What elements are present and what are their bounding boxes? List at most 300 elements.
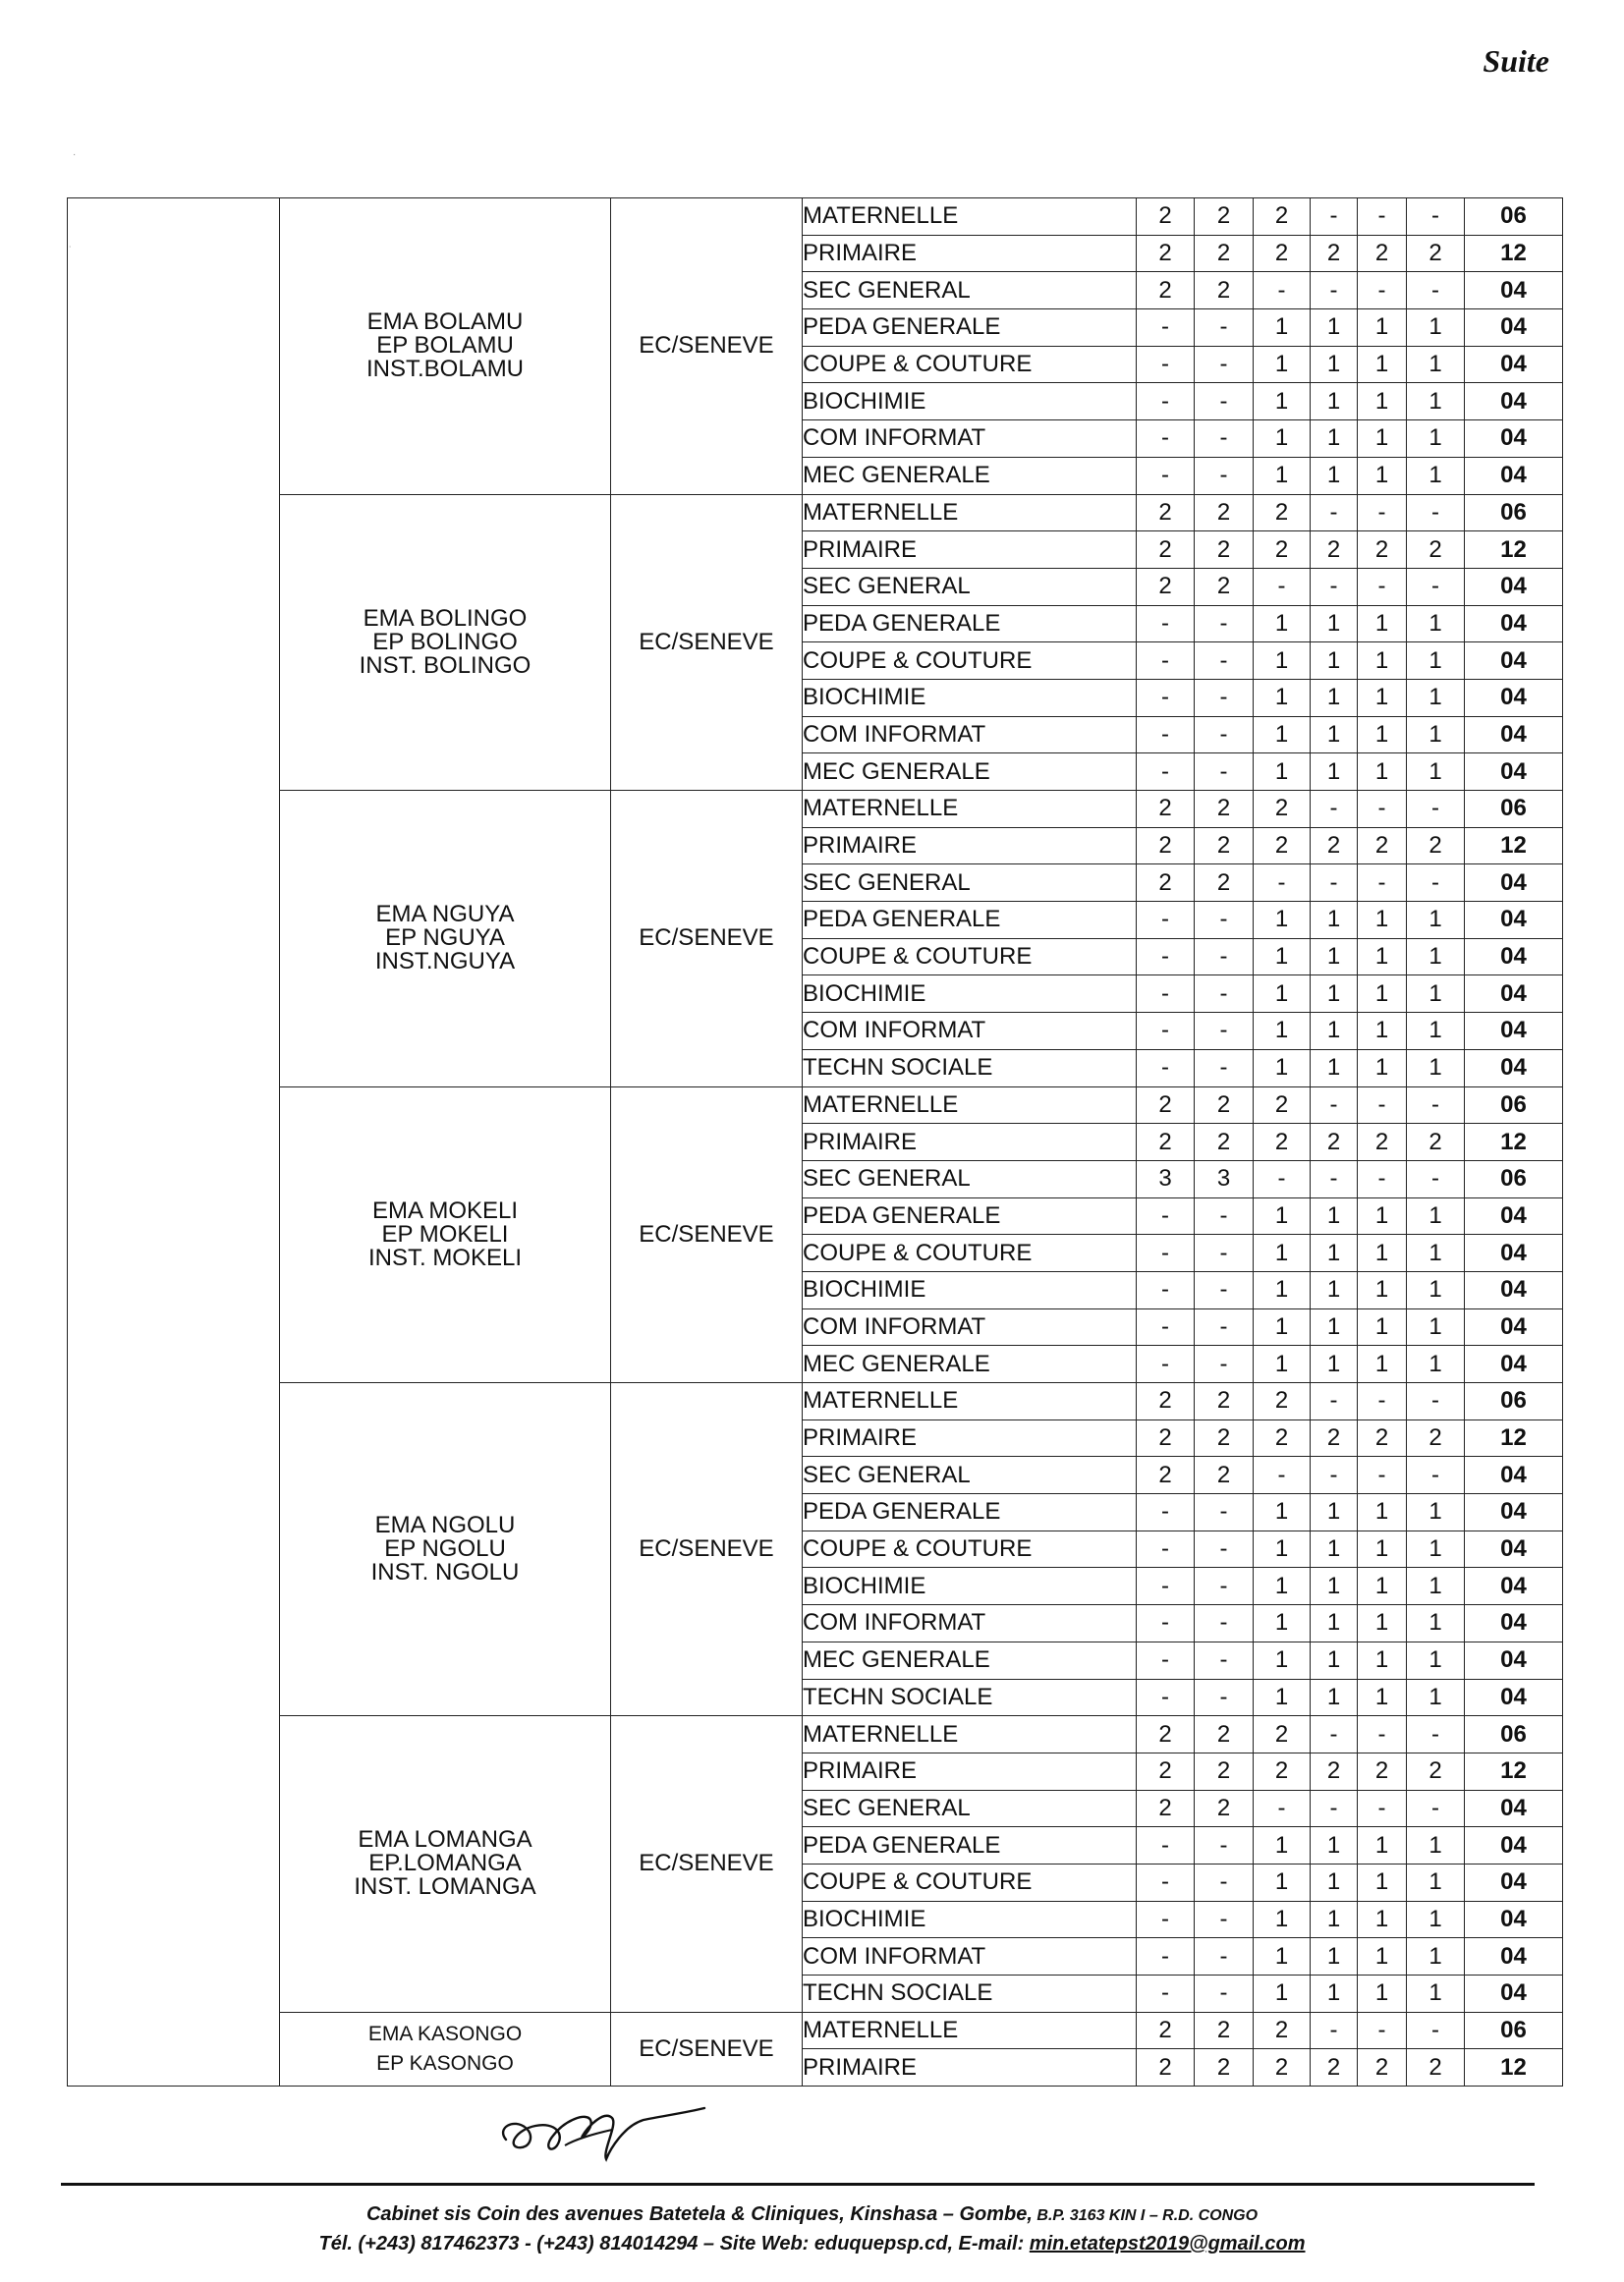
class-count-cell: 1 [1407,902,1465,939]
class-count-cell: 2 [1311,1419,1358,1457]
class-count-cell: 2 [1358,1753,1407,1790]
option-cell: MATERNELLE [803,2012,1137,2049]
class-count-cell: 1 [1358,679,1407,716]
class-count-cell: 1 [1254,679,1311,716]
total-cell: 04 [1465,1308,1563,1346]
class-count-cell: - [1195,1901,1254,1938]
class-count-cell: - [1137,902,1195,939]
total-cell: 06 [1465,1160,1563,1197]
option-cell: PRIMAIRE [803,1419,1137,1457]
class-count-cell: 1 [1311,1976,1358,2013]
class-count-cell: 1 [1254,420,1311,458]
class-count-cell: 1 [1311,1235,1358,1272]
total-cell: 04 [1465,1642,1563,1679]
total-cell: 04 [1465,272,1563,309]
class-count-cell: 1 [1358,1642,1407,1679]
class-count-cell: 1 [1358,1827,1407,1865]
school-name-line: EP.LOMANGA [368,1850,522,1877]
class-count-cell: 1 [1358,975,1407,1013]
class-count-cell: - [1254,1457,1311,1494]
class-count-cell: 2 [1195,1086,1254,1124]
convention-cell: EC/SENEVE [611,2012,803,2086]
class-count-cell: - [1358,2012,1407,2049]
total-cell: 04 [1465,938,1563,975]
option-cell: SEC GENERAL [803,864,1137,902]
class-count-cell: - [1137,457,1195,494]
option-cell: COUPE & COUTURE [803,1864,1137,1901]
class-count-cell: 1 [1311,309,1358,347]
class-count-cell: 2 [1137,1457,1195,1494]
class-count-cell: 1 [1311,938,1358,975]
class-count-cell: 2 [1407,1419,1465,1457]
class-count-cell: 1 [1254,938,1311,975]
school-name-line: EMA BOLINGO [363,604,528,632]
table-body [68,198,1563,2087]
class-count-cell: - [1137,309,1195,347]
class-count-cell: 1 [1358,1308,1407,1346]
class-count-cell: 2 [1195,1383,1254,1420]
class-count-cell: - [1195,1197,1254,1235]
total-cell: 12 [1465,531,1563,569]
class-count-cell: 2 [1358,827,1407,864]
class-count-cell: - [1195,1976,1254,2013]
class-count-cell: 1 [1407,1049,1465,1086]
class-count-cell: 2 [1195,272,1254,309]
class-count-cell: 1 [1407,309,1465,347]
class-count-cell: - [1407,791,1465,828]
class-count-cell: 1 [1311,679,1358,716]
option-cell: COM INFORMAT [803,1013,1137,1050]
class-count-cell: 2 [1254,1716,1311,1753]
total-cell: 06 [1465,494,1563,531]
school-name-line: EMA NGOLU [374,1512,516,1539]
class-count-cell: 2 [1137,864,1195,902]
total-cell: 04 [1465,420,1563,458]
class-count-cell: 2 [1311,1124,1358,1161]
class-count-cell: 1 [1358,1864,1407,1901]
class-count-cell: 1 [1254,1642,1311,1679]
class-count-cell: - [1407,1790,1465,1827]
class-count-cell: 2 [1254,531,1311,569]
class-count-cell: 2 [1358,235,1407,272]
option-cell: BIOCHIMIE [803,1901,1137,1938]
class-count-cell: 1 [1407,420,1465,458]
class-count-cell: - [1195,642,1254,680]
school-name-line: EMA BOLAMU [366,308,524,336]
class-count-cell: - [1195,1308,1254,1346]
class-count-cell: 1 [1254,716,1311,753]
class-count-cell: - [1195,1679,1254,1716]
option-cell: PEDA GENERALE [803,605,1137,642]
class-count-cell: - [1358,1716,1407,1753]
option-cell: SEC GENERAL [803,1160,1137,1197]
school-name-cell [280,1383,611,1716]
class-count-cell: - [1311,198,1358,236]
total-cell: 04 [1465,1827,1563,1865]
option-cell: BIOCHIMIE [803,679,1137,716]
class-count-cell: - [1195,1938,1254,1976]
class-count-cell: 2 [1358,1419,1407,1457]
class-count-cell: - [1358,1160,1407,1197]
school-name-line: INST.NGUYA [374,948,516,975]
class-count-cell: 1 [1311,902,1358,939]
class-count-cell: - [1254,864,1311,902]
class-count-cell: 2 [1137,1086,1195,1124]
option-cell: PEDA GENERALE [803,902,1137,939]
class-count-cell: 1 [1358,383,1407,420]
total-cell: 04 [1465,1271,1563,1308]
class-count-cell: 1 [1311,1901,1358,1938]
option-cell: MEC GENERALE [803,753,1137,791]
class-count-cell: - [1358,1086,1407,1124]
class-count-cell: - [1195,679,1254,716]
class-count-cell: 2 [1137,791,1195,828]
class-count-cell: - [1407,2012,1465,2049]
school-name-line: INST. NGOLU [370,1559,520,1586]
class-count-cell: - [1358,1383,1407,1420]
class-count-cell: - [1195,1827,1254,1865]
class-count-cell: - [1407,494,1465,531]
class-count-cell: 2 [1195,1716,1254,1753]
class-count-cell: 1 [1254,975,1311,1013]
class-count-cell: 1 [1311,1605,1358,1642]
class-count-cell: 2 [1195,1419,1254,1457]
class-count-cell: - [1137,938,1195,975]
class-count-cell: 1 [1358,1901,1407,1938]
class-count-cell: - [1311,1790,1358,1827]
total-cell: 04 [1465,1235,1563,1272]
class-count-cell: 1 [1358,753,1407,791]
class-count-cell: - [1311,2012,1358,2049]
option-cell: MATERNELLE [803,791,1137,828]
class-count-cell: 1 [1358,938,1407,975]
class-count-cell: - [1137,1013,1195,1050]
convention-cell: EC/SENEVE [611,198,803,495]
total-cell: 04 [1465,1531,1563,1568]
school-name-cell [280,2012,611,2086]
total-cell: 04 [1465,679,1563,716]
class-count-cell: 1 [1311,1531,1358,1568]
school-name-line: INST.BOLAMU [365,356,525,383]
class-count-cell: 1 [1254,1049,1311,1086]
school-name-cell [280,1086,611,1383]
class-count-cell: 1 [1254,753,1311,791]
footer-address: Cabinet sis Coin des avenues Batetela & Cliniques, Kinshasa – Gombe, [365,2203,1033,2225]
total-cell: 04 [1465,1346,1563,1383]
class-count-cell: 1 [1254,1976,1311,2013]
class-count-cell: 2 [1195,1790,1254,1827]
class-count-cell: - [1311,1716,1358,1753]
class-count-cell: - [1407,198,1465,236]
class-count-cell: - [1137,679,1195,716]
total-cell: 04 [1465,716,1563,753]
class-count-cell: - [1358,1457,1407,1494]
class-count-cell: 1 [1254,1494,1311,1531]
class-count-cell: 1 [1311,1938,1358,1976]
class-count-cell: - [1407,1716,1465,1753]
class-count-cell: 1 [1407,1679,1465,1716]
class-count-cell: 1 [1254,642,1311,680]
total-cell: 04 [1465,975,1563,1013]
class-count-cell: 1 [1407,457,1465,494]
class-count-cell: - [1195,1271,1254,1308]
total-cell: 04 [1465,1457,1563,1494]
option-cell: BIOCHIMIE [803,383,1137,420]
footer [0,2200,1624,2257]
class-count-cell: - [1358,272,1407,309]
class-count-cell: 1 [1407,753,1465,791]
class-count-cell: 1 [1311,1827,1358,1865]
class-count-cell: - [1195,1568,1254,1605]
class-count-cell: 2 [1407,2049,1465,2087]
class-count-cell: 2 [1137,1383,1195,1420]
class-count-cell: - [1407,1383,1465,1420]
option-cell: PRIMAIRE [803,1124,1137,1161]
school-name-line: EP NGUYA [385,924,505,952]
class-count-cell: 2 [1254,1419,1311,1457]
class-count-cell: - [1407,1086,1465,1124]
class-count-cell: - [1195,753,1254,791]
class-count-cell: - [1407,864,1465,902]
class-count-cell: - [1195,346,1254,383]
class-count-cell: 1 [1407,1197,1465,1235]
class-count-cell: - [1407,1457,1465,1494]
class-count-cell: 2 [1195,1753,1254,1790]
class-count-cell: 1 [1358,1235,1407,1272]
option-cell: MATERNELLE [803,1716,1137,1753]
school-name-line: INST. LOMANGA [354,1873,536,1901]
option-cell: COUPE & COUTURE [803,938,1137,975]
class-count-cell: - [1137,642,1195,680]
class-count-cell: 1 [1311,1197,1358,1235]
class-count-cell: 1 [1311,1308,1358,1346]
class-count-cell: - [1254,272,1311,309]
class-count-cell: 1 [1311,753,1358,791]
option-cell: PRIMAIRE [803,531,1137,569]
class-count-cell: - [1195,309,1254,347]
footer-address-line [0,2200,1624,2230]
total-cell: 06 [1465,1086,1563,1124]
class-count-cell: 1 [1407,346,1465,383]
class-count-cell: 2 [1137,1419,1195,1457]
class-count-cell: 1 [1254,1271,1311,1308]
class-count-cell: 1 [1254,1531,1311,1568]
total-cell: 04 [1465,1494,1563,1531]
total-cell: 04 [1465,753,1563,791]
class-count-cell: - [1137,975,1195,1013]
class-count-cell: - [1137,383,1195,420]
class-count-cell: 2 [1137,494,1195,531]
option-cell: MATERNELLE [803,1086,1137,1124]
class-count-cell: 2 [1195,235,1254,272]
school-name-line: EP MOKELI [381,1220,509,1248]
class-count-cell: 2 [1254,791,1311,828]
class-count-cell: - [1311,272,1358,309]
total-cell: 04 [1465,605,1563,642]
class-count-cell: 1 [1311,1568,1358,1605]
class-count-cell: - [1137,1864,1195,1901]
class-count-cell: - [1137,605,1195,642]
class-count-cell: 1 [1254,1197,1311,1235]
footer-email-link[interactable]: min.etatepst2019@gmail.com [1029,2233,1306,2254]
class-count-cell: 2 [1254,827,1311,864]
class-count-cell: 1 [1254,383,1311,420]
total-cell: 06 [1465,791,1563,828]
class-count-cell: 1 [1407,975,1465,1013]
class-count-cell: 1 [1358,902,1407,939]
class-count-cell: 2 [1254,1124,1311,1161]
class-count-cell: 2 [1254,2049,1311,2087]
class-count-cell: 1 [1311,1013,1358,1050]
total-cell: 12 [1465,1419,1563,1457]
total-cell: 04 [1465,1568,1563,1605]
class-count-cell: - [1137,1346,1195,1383]
class-count-cell: 2 [1137,1790,1195,1827]
option-cell: SEC GENERAL [803,1790,1137,1827]
class-count-cell: 2 [1137,531,1195,569]
class-count-cell: 1 [1358,1976,1407,2013]
option-cell: COUPE & COUTURE [803,642,1137,680]
class-count-cell: 1 [1254,1346,1311,1383]
class-count-cell: - [1358,494,1407,531]
class-count-cell: - [1137,1568,1195,1605]
class-count-cell: 2 [1254,235,1311,272]
class-count-cell: 2 [1358,531,1407,569]
class-count-cell: 1 [1254,1827,1311,1865]
class-count-cell: 1 [1358,1346,1407,1383]
class-count-cell: 1 [1358,1605,1407,1642]
class-count-cell: 1 [1358,457,1407,494]
class-count-cell: 1 [1407,1642,1465,1679]
convention-cell: EC/SENEVE [611,1383,803,1716]
class-count-cell: 1 [1358,642,1407,680]
class-count-cell: 1 [1407,679,1465,716]
class-count-cell: 2 [1311,1753,1358,1790]
class-count-cell: - [1137,1531,1195,1568]
class-count-cell: - [1358,791,1407,828]
option-cell: MEC GENERALE [803,1642,1137,1679]
left-margin-column [68,198,280,2087]
class-count-cell: 2 [1195,568,1254,605]
class-count-cell: - [1195,1013,1254,1050]
option-cell: COUPE & COUTURE [803,1235,1137,1272]
class-count-cell: - [1195,902,1254,939]
class-count-cell: - [1137,716,1195,753]
class-count-cell: - [1137,1308,1195,1346]
class-count-cell: - [1311,568,1358,605]
class-count-cell: 2 [1254,198,1311,236]
class-count-cell: - [1311,1086,1358,1124]
class-count-cell: 1 [1407,605,1465,642]
class-count-cell: - [1311,864,1358,902]
class-count-cell: 1 [1407,1013,1465,1050]
total-cell: 04 [1465,1013,1563,1050]
class-count-cell: - [1137,1049,1195,1086]
class-count-cell: 1 [1254,457,1311,494]
school-name-line: EMA KASONGO [367,2022,523,2045]
class-count-cell: 1 [1407,1827,1465,1865]
total-cell: 04 [1465,1790,1563,1827]
total-cell: 12 [1465,235,1563,272]
option-cell: TECHN SOCIALE [803,1679,1137,1716]
option-cell: SEC GENERAL [803,1457,1137,1494]
class-count-cell: 2 [1195,494,1254,531]
option-cell: MEC GENERALE [803,1346,1137,1383]
class-count-cell: - [1407,568,1465,605]
school-name-cell [280,494,611,791]
class-count-cell: 2 [1254,1753,1311,1790]
option-cell: PEDA GENERALE [803,1827,1137,1865]
class-count-cell: 1 [1311,1494,1358,1531]
class-count-cell: 1 [1311,457,1358,494]
option-cell: MATERNELLE [803,494,1137,531]
option-cell: COM INFORMAT [803,1605,1137,1642]
class-count-cell: 1 [1358,346,1407,383]
class-count-cell: 2 [1254,494,1311,531]
class-count-cell: 3 [1195,1160,1254,1197]
class-count-cell: 2 [1195,1457,1254,1494]
class-count-cell: - [1195,383,1254,420]
total-cell: 12 [1465,1753,1563,1790]
class-count-cell: - [1137,1901,1195,1938]
class-count-cell: 2 [1195,2049,1254,2087]
class-count-cell: 3 [1137,1160,1195,1197]
total-cell: 04 [1465,1049,1563,1086]
option-cell: BIOCHIMIE [803,975,1137,1013]
class-count-cell: - [1358,568,1407,605]
class-count-cell: - [1137,420,1195,458]
class-count-cell: 1 [1358,1938,1407,1976]
class-count-cell: - [1195,1531,1254,1568]
class-count-cell: 2 [1358,2049,1407,2087]
option-cell: COM INFORMAT [803,716,1137,753]
class-count-cell: 1 [1311,1346,1358,1383]
class-count-cell: - [1195,457,1254,494]
class-count-cell: 2 [1407,235,1465,272]
class-count-cell: - [1137,1976,1195,2013]
class-count-cell: 1 [1311,1864,1358,1901]
class-count-cell: - [1311,494,1358,531]
total-cell: 12 [1465,827,1563,864]
class-count-cell: 1 [1254,1308,1311,1346]
handwritten-signature [496,2090,712,2167]
school-name-line: INST. BOLINGO [359,651,532,679]
total-cell: 04 [1465,1901,1563,1938]
class-count-cell: - [1407,1160,1465,1197]
class-count-cell: - [1311,1383,1358,1420]
class-count-cell: 1 [1254,1901,1311,1938]
school-name-line: EP BOLAMU [376,332,514,360]
class-count-cell: - [1254,568,1311,605]
class-count-cell: 1 [1407,1605,1465,1642]
footer-contact-line [0,2230,1624,2257]
table-row [68,198,1563,236]
school-name-line: EMA NGUYA [375,901,515,928]
class-count-cell: - [1407,272,1465,309]
class-count-cell: 2 [1137,2049,1195,2087]
option-cell: PRIMAIRE [803,2049,1137,2087]
class-count-cell: 1 [1254,1679,1311,1716]
school-name-cell [280,198,611,495]
scan-speck: · [73,149,77,160]
class-count-cell: 2 [1311,235,1358,272]
class-count-cell: 1 [1311,1679,1358,1716]
class-count-cell: 1 [1407,1346,1465,1383]
class-count-cell: 1 [1254,1235,1311,1272]
total-cell: 04 [1465,346,1563,383]
school-name-line: EP NGOLU [384,1535,506,1563]
class-count-cell: - [1195,1605,1254,1642]
